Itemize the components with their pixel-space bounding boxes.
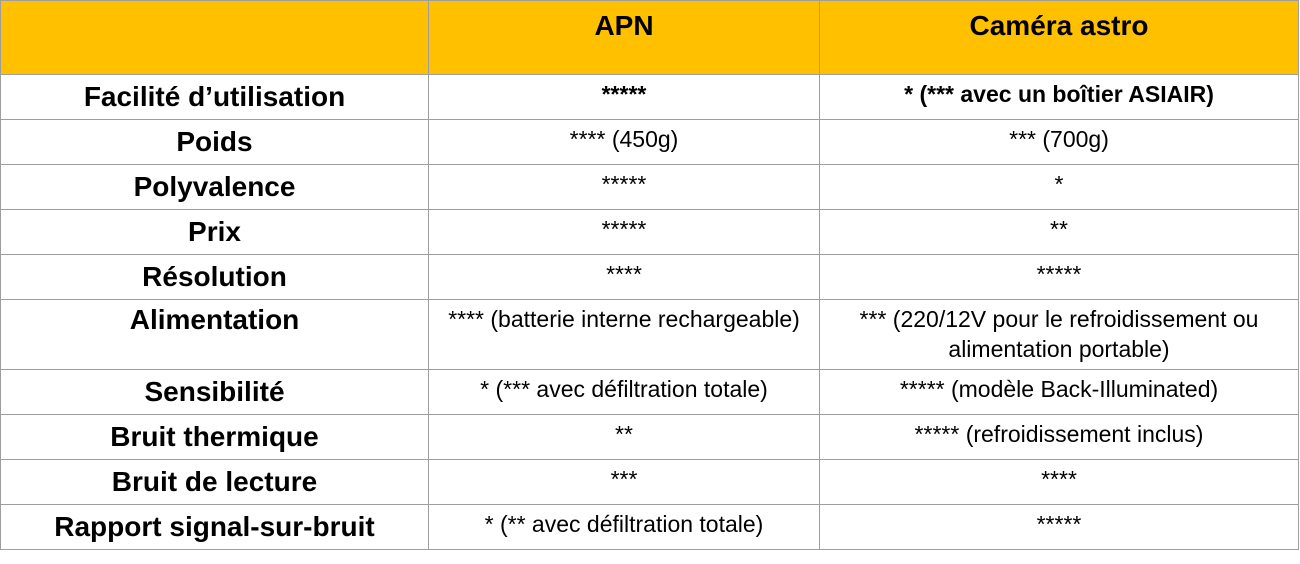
table-row: [1, 210, 1299, 255]
row-label: Bruit de lecture: [1, 460, 429, 505]
apn-value: *****: [429, 210, 820, 255]
table-row: [1, 300, 1299, 370]
astro-value: **: [820, 210, 1299, 255]
table-row: [1, 505, 1299, 550]
header-camera-astro: Caméra astro: [820, 1, 1299, 75]
astro-value: *****: [820, 255, 1299, 300]
apn-value: *****: [429, 165, 820, 210]
astro-value: ***** (modèle Back-Illuminated): [820, 370, 1299, 415]
table-row: [1, 165, 1299, 210]
row-label: Sensibilité: [1, 370, 429, 415]
astro-value: ****: [820, 460, 1299, 505]
astro-value: *** (220/12V pour le refroidissement ou alimentation portable): [820, 300, 1299, 370]
apn-value: **** (batterie interne rechargeable): [429, 300, 820, 370]
row-label: Facilité d’utilisation: [1, 75, 429, 120]
apn-value: **: [429, 415, 820, 460]
astro-value: ***** (refroidissement inclus): [820, 415, 1299, 460]
header-empty-cell: [1, 1, 429, 75]
table-row: [1, 120, 1299, 165]
table-row: [1, 460, 1299, 505]
row-label: Rapport signal-sur-bruit: [1, 505, 429, 550]
row-label: Prix: [1, 210, 429, 255]
apn-value: **** (450g): [429, 120, 820, 165]
row-label: Polyvalence: [1, 165, 429, 210]
astro-value: *: [820, 165, 1299, 210]
astro-value: *****: [820, 505, 1299, 550]
header-row: [1, 1, 1299, 75]
table-row: [1, 255, 1299, 300]
header-apn: APN: [429, 1, 820, 75]
apn-value: ****: [429, 255, 820, 300]
table-row: [1, 415, 1299, 460]
row-label: Résolution: [1, 255, 429, 300]
row-label: Poids: [1, 120, 429, 165]
table-row: [1, 75, 1299, 120]
astro-value: * (*** avec un boîtier ASIAIR): [820, 75, 1299, 120]
apn-value: *****: [429, 75, 820, 120]
apn-value: * (** avec défiltration totale): [429, 505, 820, 550]
row-label: Alimentation: [1, 300, 429, 370]
table-row: [1, 370, 1299, 415]
astro-value: *** (700g): [820, 120, 1299, 165]
apn-value: ***: [429, 460, 820, 505]
apn-value: * (*** avec défiltration totale): [429, 370, 820, 415]
row-label: Bruit thermique: [1, 415, 429, 460]
